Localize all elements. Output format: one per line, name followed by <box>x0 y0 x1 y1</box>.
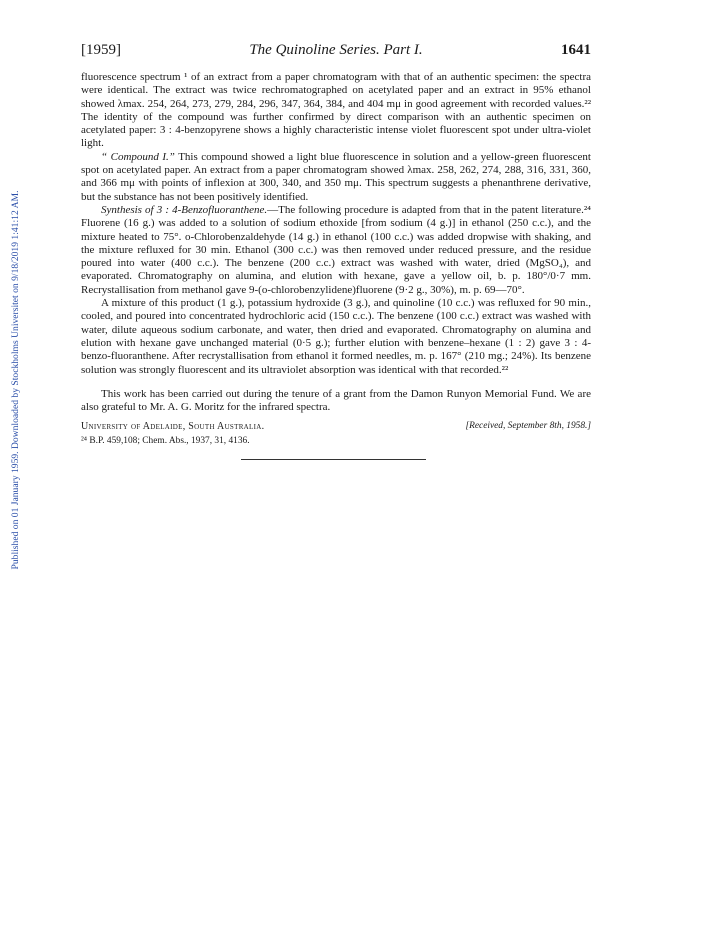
paragraph-synthesis <box>81 204 591 297</box>
article-body <box>81 71 591 414</box>
paragraph-fluorescence: fluorescence spectrum ¹ of an extract from a paper chromatogram with that of an authentic specimen: the spectra were identical. The extract was twice rechromatographed on acetylated paper and an extract in 95% ethanol showed λmax. 254, 264, 273, 279, 284, 296, 347, 364, 384, and 404 mμ in good agreement with recorded values.²² The identity of the compound was further confirmed by direct comparison with an authentic specimen on acetylated paper: 3 : 4-benzopyrene shows a highly characteristic intense violet fluorescent spot under ultra-violet light. <box>81 71 591 150</box>
header-title: The Quinoline Series. Part I. <box>249 42 423 58</box>
end-rule <box>241 459 426 460</box>
paragraph-compound-i <box>81 151 591 204</box>
paragraph-acknowledgement: This work has been carried out during the tenure of a grant from the Damon Runyon Memorial Fund. We are also grateful to Mr. A. G. Moritz for the infrared spectra. <box>81 387 591 414</box>
synthesis-heading: Synthesis of 3 : 4-Benzofluoranthene. <box>101 203 268 216</box>
download-note: Published on 01 January 1959. Downloaded by Stockholms Universitet on 9/18/2019 1:41:12 AM. <box>10 190 21 570</box>
header-page-number: 1641 <box>561 42 591 58</box>
affiliation-line <box>81 421 591 432</box>
journal-page <box>81 42 591 460</box>
footnote: ²⁴ B.P. 459,108; Chem. Abs., 1937, 31, 4136. <box>81 436 250 447</box>
paragraph-mixture: A mixture of this product (1 g.), potassium hydroxide (3 g.), and quinoline (10 c.c.) was refluxed for 90 min., cooled, and poured into concentrated hydrochloric acid (150 c.c.). The benzene (100 c.c.) extract was washed with water, dilute aqueous sodium carbonate, and water, then dried and evaporated. Chromatography on alumina and elution with hexane gave unchanged material (0·5 g.); further elution with benzene–hexane (1 : 2) gave 3 : 4-benzo-fluoranthene. After recrystallisation from ethanol it formed needles, m. p. 167° (210 mg.; 24%). Its benzene solution was strongly fluorescent and its ultraviolet absorption was identical with that recorded.²² <box>81 297 591 376</box>
header-year: [1959] <box>81 42 121 58</box>
affiliation-university: University of Adelaide, South Australia. <box>81 421 265 433</box>
compound-i-text: This compound showed a light blue fluorescence in solution and a yellow-green fluorescent spot on acetylated paper. An extract from a paper chromatogram showed λmax. 258, 262, 274, 288, 316, 331, 360, and 366 mμ with points of inflexion at 300, 340, and 350 mμ. This spectrum suggests a phenanthrene derivative, but the substance has not been positively identified. <box>81 150 591 203</box>
download-watermark <box>3 170 21 590</box>
synthesis-text: —The following procedure is adapted from that in the patent literature.²⁴ Fluorene (16 g.) was added to a solution of sodium ethoxide [from sodium (4 g.)] in ethanol (250 c.c.), and the mixture heated to 75°. o-Chlorobenzaldehyde (14 g.) in ethanol (100 c.c.) was added dropwise with shaking, and the mixture refluxed for 30 min. Ethanol (300 c.c.) was then removed under reduced pressure, and the residue poured into water (400 c.c.). The benzene (200 c.c.) extract was washed with water, dried (MgSO₄), and evaporated. Chromatography on alumina, and elution with hexane, gave a yellow oil, b. p. 180°/0·7 mm. Recrystallisation from methanol gave 9-(o-chlorobenzylidene)fluorene (9·2 g., 30%), m. p. 69—70°. <box>81 203 591 296</box>
page-header <box>81 42 591 64</box>
compound-i-heading: “ Compound I.” <box>101 150 175 163</box>
received-date: [Received, September 8th, 1958.] <box>465 421 591 432</box>
